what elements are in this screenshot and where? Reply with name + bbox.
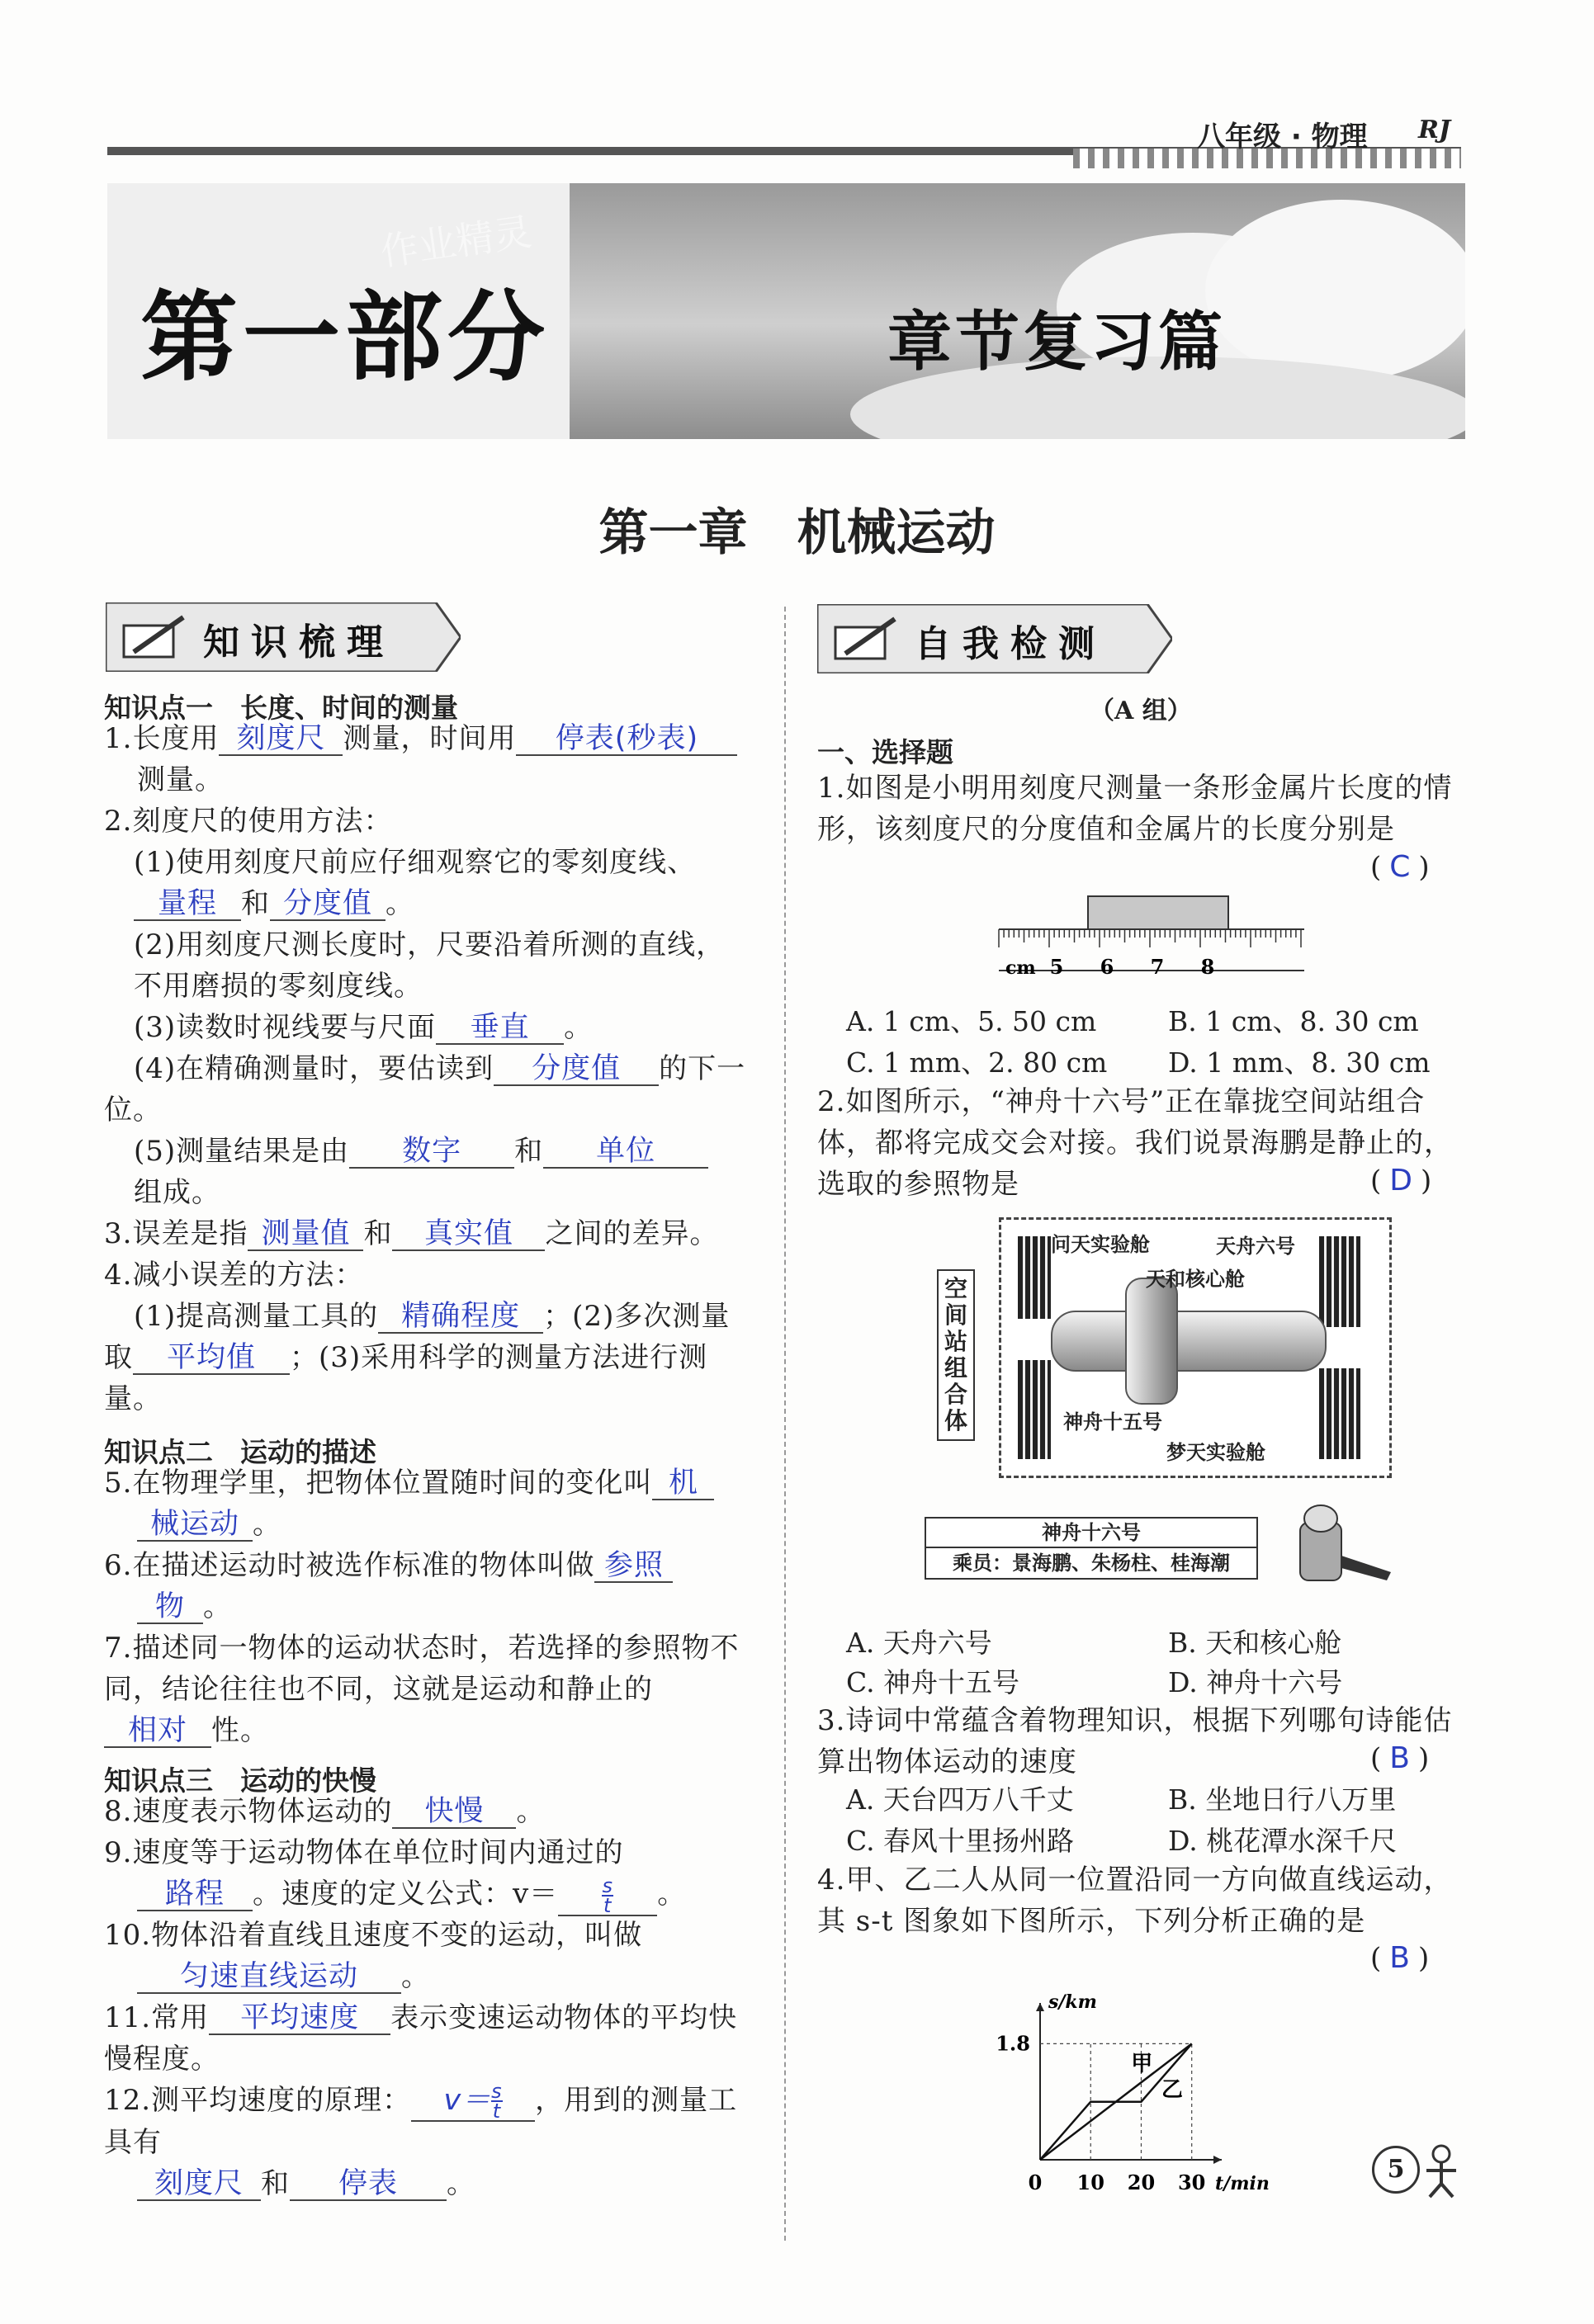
y-axis-arrow: [1036, 2003, 1044, 2011]
metal-strip: [1088, 896, 1228, 929]
answer: B: [1389, 1741, 1410, 1775]
right-q4-text: 4.甲、乙二人从同一位置沿同一方向做直线运动，其 s-t 图象如下图所示，下列分析正确的是: [817, 1863, 1453, 1938]
left-q1: 1.长度用 刻度尺 测量，时间用 停表(秒表) 测量。: [104, 718, 752, 801]
q1-option-c: C. 1 mm、2. 80 cm: [846, 1046, 1108, 1079]
crew-list: 乘员：景海鹏、朱杨柱、桂海潮: [953, 1552, 1230, 1575]
answer: 数字: [402, 1135, 462, 1168]
ruler-label: 7: [1150, 955, 1165, 979]
answer: 刻度尺: [236, 722, 326, 755]
left-q9: 9.速度等于运动物体在单位时间内通过的 路程 。速度的定义公式：v＝ $\frac{s}{t}$ 。: [104, 1836, 687, 1917]
section-knowledge-label: 知识梳理: [203, 621, 395, 664]
answer: 刻度尺: [154, 2167, 244, 2200]
page-number: 5: [1387, 2155, 1405, 2184]
answer: 停表: [338, 2167, 398, 2200]
ruler-figure: [991, 891, 1313, 990]
station-module: [1125, 1278, 1178, 1405]
x-tick-label: 30: [1177, 2170, 1206, 2191]
answer: 量程: [157, 887, 217, 920]
y-tick-label: 1.8: [996, 2031, 1030, 2056]
fig-label-tianzhou: 天舟六号: [1216, 1235, 1295, 1258]
fig-label-shenzhou15: 神舟十五号: [1063, 1410, 1162, 1434]
q2-option-b: B. 天和核心舱: [1168, 1627, 1342, 1659]
solar-panel: [1018, 1360, 1051, 1459]
left-q7: 7.描述同一物体的运动状态时，若选择的参照物不同，结论往往也不同，这就是运动和静止的相对 性。: [104, 1632, 740, 1747]
q2-option-d: D. 神舟十六号: [1168, 1666, 1343, 1698]
ruler-labels: [1050, 955, 1215, 979]
answer: 相对: [127, 1714, 187, 1747]
fraction-answer: $\frac{s}{t}$: [602, 1874, 613, 1917]
fig-label-wentian: 问天实验舱: [1051, 1233, 1150, 1256]
edition-mark: RJ: [1418, 116, 1451, 144]
pencil-icon: [117, 611, 192, 664]
q3-option-a: A. 天台四万八千丈: [846, 1783, 1074, 1816]
ruler-label: 8: [1200, 955, 1215, 979]
q2-option-c: C. 神舟十五号: [846, 1666, 1020, 1698]
section-knowledge: [106, 602, 461, 672]
answer: 单位: [596, 1135, 656, 1168]
answer: 参照: [603, 1549, 664, 1582]
q1-option-b: B. 1 cm、8. 30 cm: [1168, 1005, 1419, 1037]
station-module: [1051, 1311, 1327, 1372]
section-selftest: [817, 604, 1172, 673]
answer: 物: [154, 1590, 185, 1623]
section-selftest-label: 自我检测: [915, 623, 1106, 665]
ruler-label: 6: [1100, 955, 1114, 979]
answer: 械运动: [149, 1508, 239, 1541]
answer: 分度值: [282, 887, 372, 920]
q3-option-b: B. 坐地日行八万里: [1168, 1783, 1397, 1816]
right-q1-answer: ( C ): [1370, 850, 1430, 884]
answer: 路程: [164, 1878, 225, 1911]
answer: 垂直: [470, 1011, 530, 1044]
part-subtitle: 章节复习篇: [887, 305, 1227, 380]
s-t-graph: [991, 1977, 1321, 2191]
left-q10: 10.物体沿着直线且速度不变的运动，叫做 匀速直线运动 。: [104, 1919, 643, 1993]
kp2-heading: 知识点二 运动的描述: [104, 1436, 376, 1468]
mascot-icon: [1418, 2142, 1468, 2200]
group-label: （A 组）: [1090, 697, 1192, 725]
series-label-jia: 甲: [1131, 2052, 1153, 2077]
right-q3-text: 3.诗词中常蕴含着物理知识，根据下列哪句诗能估算出物体运动的速度: [817, 1704, 1453, 1778]
part-title: 第一部分: [140, 281, 551, 394]
banner-cloud-2: [1205, 200, 1465, 381]
answer: 机: [668, 1467, 698, 1500]
x-axis-arrow: [1213, 2156, 1222, 2164]
right-q4-answer: ( B ): [1370, 1941, 1430, 1975]
left-q12: 12.测平均速度的原理： v＝ $\frac{s}{t}$ ，用到的测量工具有 刻度尺 和 停表 。: [104, 2080, 738, 2200]
q3-option-c: C. 春风十里扬州路: [846, 1825, 1075, 1857]
q3-option-d: D. 桃花潭水深千尺: [1168, 1825, 1398, 1857]
pencil-icon: [829, 612, 903, 665]
x-tick-label: 10: [1076, 2170, 1104, 2191]
part-banner: [107, 183, 1465, 439]
answer: D: [1389, 1164, 1412, 1197]
shenzhou16-caption: [925, 1517, 1258, 1580]
left-q2: 2.刻度尺的使用方法： (1)使用刻度尺前应仔细观察它的零刻度线、 量程 和 分度值 。 (2)用刻度尺测长度时，尺要沿着所测的直线，不用磨损的零刻度线。 (3)读数时视线要与尺面 垂直 。 (4)在精确测量时，要估读到 分度值 的下一位。 (5)测量结果是由 数字 和 单位 组成。: [104, 805, 746, 1209]
left-q6: 6.在描述运动时被选作标准的物体叫做 参照 物 。: [104, 1545, 752, 1627]
solar-panel: [1018, 1236, 1051, 1319]
q2-option-a: A. 天舟六号: [846, 1627, 992, 1659]
right-q1-text: 1.如图是小明用刻度尺测量一条形金属片长度的情形，该刻度尺的分度值和金属片的长度分别是: [817, 772, 1453, 846]
kp1-heading: 知识点一 长度、时间的测量: [104, 692, 458, 724]
ruler-label: 5: [1049, 955, 1064, 979]
fig-label-tianhe: 天和核心舱: [1146, 1268, 1245, 1291]
answer: 测量值: [261, 1217, 351, 1250]
page-number-badge: [1372, 2146, 1420, 2194]
banner-watermark: 作业精灵: [377, 209, 535, 275]
q1-option-a: A. 1 cm、5. 50 cm: [846, 1005, 1097, 1037]
x-tick-label: 0: [1028, 2170, 1043, 2191]
left-q3: 3.误差是指 测量值 和 真实值 之间的差异。: [104, 1217, 719, 1250]
x-axis-label: t/min: [1215, 2173, 1270, 2191]
y-axis-label: s/km: [1048, 1991, 1097, 2013]
fig-side-label: 空间站组合体: [937, 1269, 975, 1441]
spacecraft-icon: [1255, 1498, 1395, 1589]
answer: 平均速度: [240, 2001, 360, 2034]
grade-subject: 八年级 · 物理: [1197, 120, 1368, 154]
column-divider: [784, 607, 786, 2241]
ruler-unit: cm: [1005, 957, 1036, 979]
answer: 平均值: [166, 1341, 256, 1374]
formula-answer: v＝ $\frac{s}{t}$: [443, 2080, 503, 2123]
right-q2-text: 2.如图所示，“神舟十六号”正在靠拢空间站组合体，都将完成交会对接。我们说景海鹏是静止的，选取的参照物是: [817, 1085, 1453, 1201]
fig-label-mengtian: 梦天实验舱: [1166, 1441, 1265, 1464]
left-q4: 4.减小误差的方法： (1)提高测量工具的 精确程度 ；(2)多次测量取 平均值 ；(3)采用科学的测量方法进行测量。: [104, 1259, 731, 1415]
answer: C: [1389, 850, 1411, 884]
series-label-yi: 乙: [1161, 2077, 1183, 2103]
left-q5: 5.在物理学里，把物体位置随时间的变化叫 机 械运动 。: [104, 1462, 752, 1545]
chapter-title: 第一章 机械运动: [598, 504, 996, 562]
right-q3-answer: ( B ): [1370, 1741, 1430, 1775]
answer: 匀速直线运动: [179, 1960, 358, 1993]
answer: 真实值: [423, 1217, 513, 1250]
answer: 快慢: [424, 1795, 485, 1828]
space-station-figure: [944, 1217, 1392, 1478]
solar-panel: [1319, 1236, 1360, 1327]
kp3-heading: 知识点三 运动的快慢: [104, 1764, 376, 1797]
answer: 精确程度: [401, 1300, 521, 1333]
craft-title: 神舟十六号: [926, 1519, 1256, 1548]
answer: B: [1389, 1941, 1410, 1975]
answer: 分度值: [532, 1052, 622, 1085]
q1-option-d: D. 1 mm、8. 30 cm: [1168, 1046, 1431, 1079]
solar-panel: [1319, 1368, 1360, 1459]
left-q11: 11.常用 平均速度 表示变速运动物体的平均快慢程度。: [104, 2001, 738, 2076]
right-q2-answer: ( D ): [1370, 1164, 1432, 1197]
left-q8: 8.速度表示物体运动的 快慢 。: [104, 1795, 546, 1828]
part-heading: 一、选择题: [817, 736, 953, 768]
answer: 停表(秒表): [555, 722, 699, 755]
x-tick-label: 20: [1127, 2170, 1156, 2191]
